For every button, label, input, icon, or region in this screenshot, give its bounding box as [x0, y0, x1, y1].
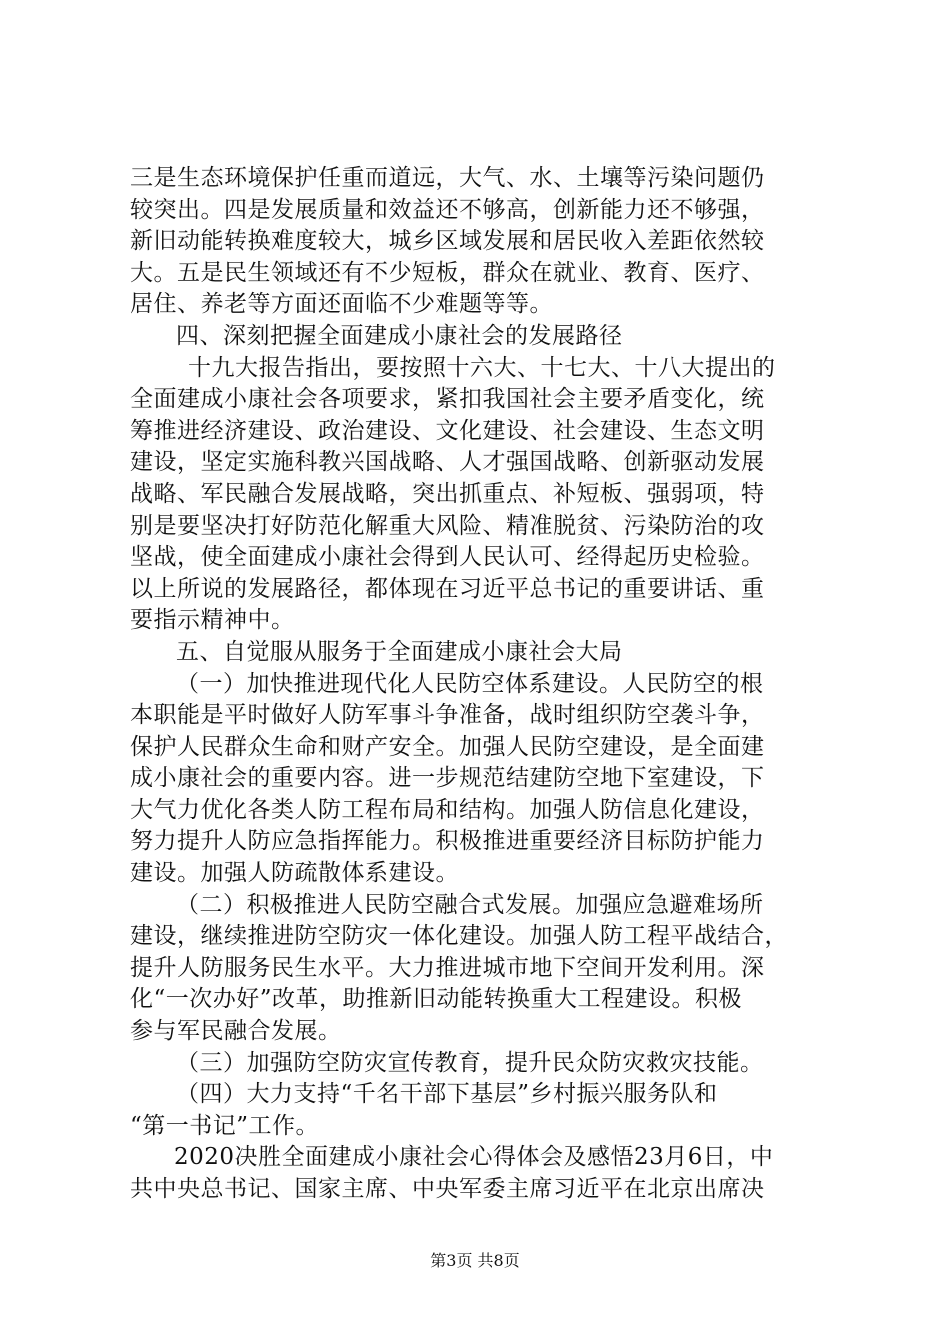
paragraph-line: 三是生态环境保护任重而道远，大气、水、土壤等污染问题仍 — [130, 165, 765, 191]
paragraph-line: 建设。加强人防疏散体系建设。 — [130, 860, 459, 887]
paragraph-line: 努力提升人防应急指挥能力。积极推进重要经济目标防护能力 — [130, 828, 765, 855]
paragraph-line: 成小康社会的重要内容。进一步规范结建防空地下室建设，下 — [130, 765, 765, 792]
paragraph-line: （一）加快推进现代化人民防空体系建设。人民防空的根 — [176, 670, 764, 697]
paragraph-line: “第一书记”工作。 — [130, 1112, 320, 1139]
document-body — [130, 163, 830, 1206]
paragraph-line: 大。五是民生领域还有不少短板，群众在就业、教育、医疗、 — [130, 259, 765, 286]
section-heading: 四、深刻把握全面建成小康社会的发展路径 — [176, 322, 623, 349]
paragraph-line: 共中央总书记、国家主席、中央军委主席习近平在北京出席决 — [130, 1176, 765, 1202]
paragraph-line: 参与军民融合发展。 — [130, 1018, 342, 1045]
paragraph-line: 战略、军民融合发展战略，突出抓重点、补短板、强弱项，特 — [130, 480, 765, 507]
paragraph-line: 筹推进经济建设、政治建设、文化建设、社会建设、生态文明 — [130, 417, 765, 444]
paragraph-line: 坚战，使全面建成小康社会得到人民认可、经得起历史检验。 — [130, 544, 765, 571]
paragraph-line: 2020决胜全面建成小康社会心得体会及感悟23月6日，中 — [174, 1144, 774, 1171]
paragraph-line: 要指示精神中。 — [130, 607, 295, 634]
paragraph-line: 提升人防服务民生水平。大力推进城市地下空间开发利用。深 — [130, 954, 765, 981]
paragraph-line: （三）加强防空防灾宣传教育，提升民众防灾救灾技能。 — [176, 1049, 764, 1076]
paragraph-line: 本职能是平时做好人防军事斗争准备，战时组织防空袭斗争， — [130, 702, 765, 729]
paragraph-line: （四）大力支持“千名干部下基层”乡村振兴服务队和 — [176, 1081, 718, 1108]
paragraph-line: 全面建成小康社会各项要求，紧扣我国社会主要矛盾变化，统 — [130, 386, 765, 413]
paragraph-line: 大气力优化各类人防工程布局和结构。加强人防信息化建设， — [130, 796, 765, 823]
paragraph-line: 居住、养老等方面还面临不少难题等等。 — [130, 291, 553, 318]
paragraph-line: 十九大报告指出，要按照十六大、十七大、十八大提出的 — [188, 354, 776, 381]
paragraph-line: 建设，继续推进防空防灾一体化建设。加强人防工程平战结合， — [130, 923, 788, 950]
paragraph-line: 新旧动能转换难度较大，城乡区域发展和居民收入差距依然较 — [130, 228, 765, 255]
paragraph-line: （二）积极推进人民防空融合式发展。加强应急避难场所 — [176, 891, 764, 918]
paragraph-line: 较突出。四是发展质量和效益还不够高，创新能力还不够强， — [130, 196, 765, 223]
paragraph-line: 别是要坚决打好防范化解重大风险、精准脱贫、污染防治的攻 — [130, 512, 765, 539]
paragraph-line: 保护人民群众生命和财产安全。加强人民防空建设，是全面建 — [130, 733, 765, 760]
page-number: 第3页 共8页 — [430, 1251, 520, 1270]
paragraph-line: 以上所说的发展路径，都体现在习近平总书记的重要讲话、重 — [130, 575, 765, 602]
section-heading: 五、自觉服从服务于全面建成小康社会大局 — [176, 638, 623, 665]
paragraph-line: 化“一次办好”改革，助推新旧动能转换重大工程建设。积极 — [130, 986, 743, 1013]
paragraph-line: 建设，坚定实施科教兴国战略、人才强国战略、创新驱动发展 — [130, 449, 765, 476]
